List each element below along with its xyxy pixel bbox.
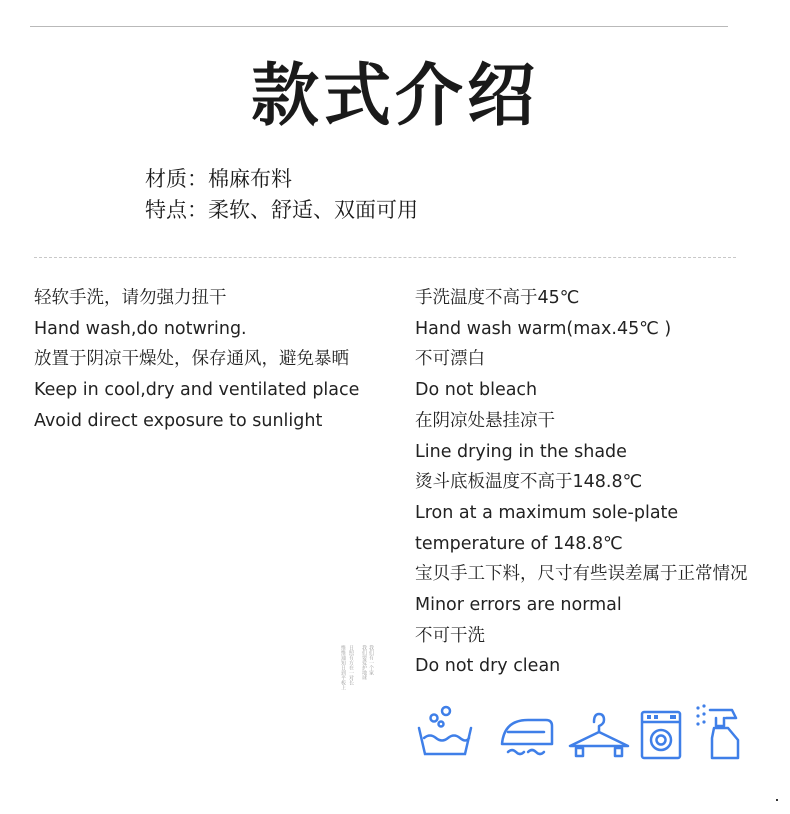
care-line: Do not dry clean	[415, 656, 561, 677]
top-divider	[30, 26, 728, 27]
care-line: Line drying in the shade	[415, 441, 627, 462]
vertical-note: 日照有方在一对长	[348, 645, 354, 685]
features-spec: 特点：柔软、舒适、双面可用	[145, 198, 418, 222]
vertical-note: 我们要爱护地球	[361, 645, 367, 680]
care-line: 放置于阴凉干燥处，保存通风，避免暴晒	[34, 349, 349, 370]
care-line: 烫斗底板温度不高于148.8℃	[415, 472, 643, 493]
care-instructions-right	[415, 283, 785, 682]
vertical-note: 维维通知日到平板上	[340, 645, 346, 690]
washing-machine-icon	[640, 710, 684, 760]
care-line: Do not bleach	[415, 380, 538, 401]
material-spec: 材质：棉麻布料	[145, 167, 292, 191]
care-line: Minor errors are normal	[415, 595, 622, 616]
care-line: 在阴凉处悬挂凉干	[415, 410, 555, 431]
spray-bottle-icon	[694, 704, 746, 760]
care-line: Avoid direct exposure to sunlight	[34, 410, 323, 431]
vertical-note: 我们有一个家	[368, 645, 374, 675]
care-line: 轻软手洗，请勿强力扭干	[34, 288, 227, 308]
page-title: 款式介绍	[250, 57, 539, 136]
care-line: Keep in cool,dry and ventilated place	[34, 380, 360, 401]
care-line: 手洗温度不高于45℃	[415, 288, 580, 308]
corner-dot	[776, 799, 778, 801]
care-line: 宝贝手工下料，尺寸有些误差属于正常情况	[415, 564, 748, 585]
hanger-icon	[566, 710, 632, 760]
care-line: temperature of 148.8℃	[415, 533, 623, 554]
hand-wash-icon	[414, 702, 476, 760]
care-line: Hand wash,do notwring.	[34, 318, 247, 339]
iron-icon	[494, 712, 556, 764]
care-line: Lron at a maximum sole-plate	[415, 502, 679, 523]
dashed-divider	[34, 257, 736, 258]
care-line: 不可干洗	[415, 625, 485, 646]
care-instructions-left	[34, 283, 384, 437]
care-line: Hand wash warm(max.45℃ )	[415, 318, 672, 339]
care-line: 不可漂白	[415, 349, 485, 370]
